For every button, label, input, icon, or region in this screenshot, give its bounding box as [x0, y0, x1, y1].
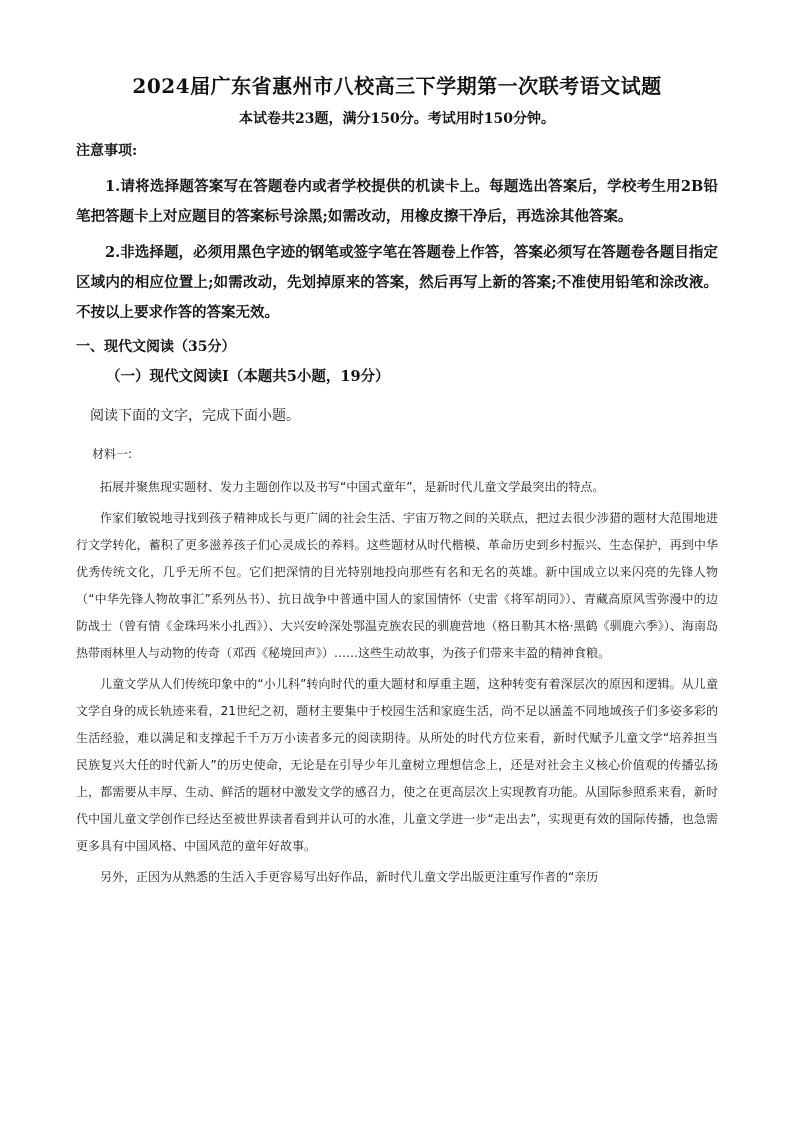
material-paragraph-4: 另外，正因为从熟悉的生活入手更容易写出好作品，新时代儿童文学出版更注重写作者的“亲历 — [100, 870, 599, 884]
reading-instruction: 阅读下面的文字，完成下面小题。 — [90, 407, 300, 423]
exam-title: 2024届广东省惠州市八校高三下学期第一次联考语文试题 — [132, 74, 662, 98]
exam-subtitle: 本试卷共23题，满分150分。考试用时150分钟。 — [239, 111, 555, 127]
notice-label: 注意事项: — [76, 143, 138, 159]
notice-item-1: 1.请将选择题答案写在答题卷内或者学校提供的机读卡上。每题选出答案后，学校考生用2B铅笔把答题卡上对应题目的答案标号涂黑;如需改动，用橡皮擦干净后，再选涂其他答案。 — [76, 178, 718, 225]
material-paragraph-2: 作家们敏锐地寻找到孩子精神成长与更广阔的社会生活、宇宙万物之间的关联点，把过去很少涉猎的题材大范围地进行文学转化，蓄积了更多滋养孩子们心灵成长的养料。这些题材从时代楷模、革命历史到乡村振兴、生态保护，再到中华优秀传统文化，几乎无所不包。它们把深情的目光特别地投向那些有名和无名的英雄。新中国成立以来闪亮的先锋人物（“中华先锋人物故事汇”系列丛书）、抗日战争中普通中国人的家国情怀（史雷《将军胡同》）、青藏高原风雪弥漫中的边防战士（曾有情《金珠玛米小扎西》）、大兴安岭深处鄂温克族农民的驯鹿营地（格日勒其木格·黑鹤《驯鹿六季》）、海南岛热带雨林里人与动物的传奇（邓西《秘境回声》）……这些生动故事，为孩子们带来丰盈的精神食粮。 — [76, 511, 718, 660]
material-paragraph-1: 拓展并聚焦现实题材、发力主题创作以及书写“中国式童年”，是新时代儿童文学最突出的特点。 — [100, 480, 605, 494]
subsection-heading: （一）现代文阅读Ⅰ（本题共5小题，19分） — [106, 368, 390, 385]
notice-item-2: 2.非选择题，必须用黑色字迹的钢笔或签字笔在答题卷上作答，答案必须写在答题卷各题目指定区域内的相应位置上;如需改动，先划掉原来的答案，然后再写上新的答案;不准使用铅笔和涂改液。不按以上要求作答的答案无效。 — [76, 244, 718, 321]
section-heading: 一、现代文阅读（35分） — [76, 339, 236, 355]
material-paragraph-3: 儿童文学从人们传统印象中的“小儿科”转向时代的重大题材和厚重主题，这种转变有着深层次的原因和逻辑。从儿童文学自身的成长轨迹来看，21世纪之初，题材主要集中于校园生活和家庭生活，尚不足以涵盖不同地域孩子们多姿多彩的生活经验，难以满足和支撑起千千万万小读者多元的阅读期待。从所处的时代方位来看，新时代赋予儿童文学“培养担当民族复兴大任的时代新人”的历史使命，无论是在引导少年儿童树立理想信念上，还是对社会主义核心价值观的传播弘扬上，都需要从丰厚、生动、鲜活的题材中激发文学的感召力，使之在更高层次上实现教育功能。从国际参照系来看，新时代中国儿童文学创作已经达至被世界读者看到并认可的水准，儿童文学进一步“走出去”，实现更有效的国际传播，也急需更多具有中国风格、中国风范的童年好故事。 — [76, 677, 718, 853]
material-label: 材料一: — [92, 447, 133, 461]
